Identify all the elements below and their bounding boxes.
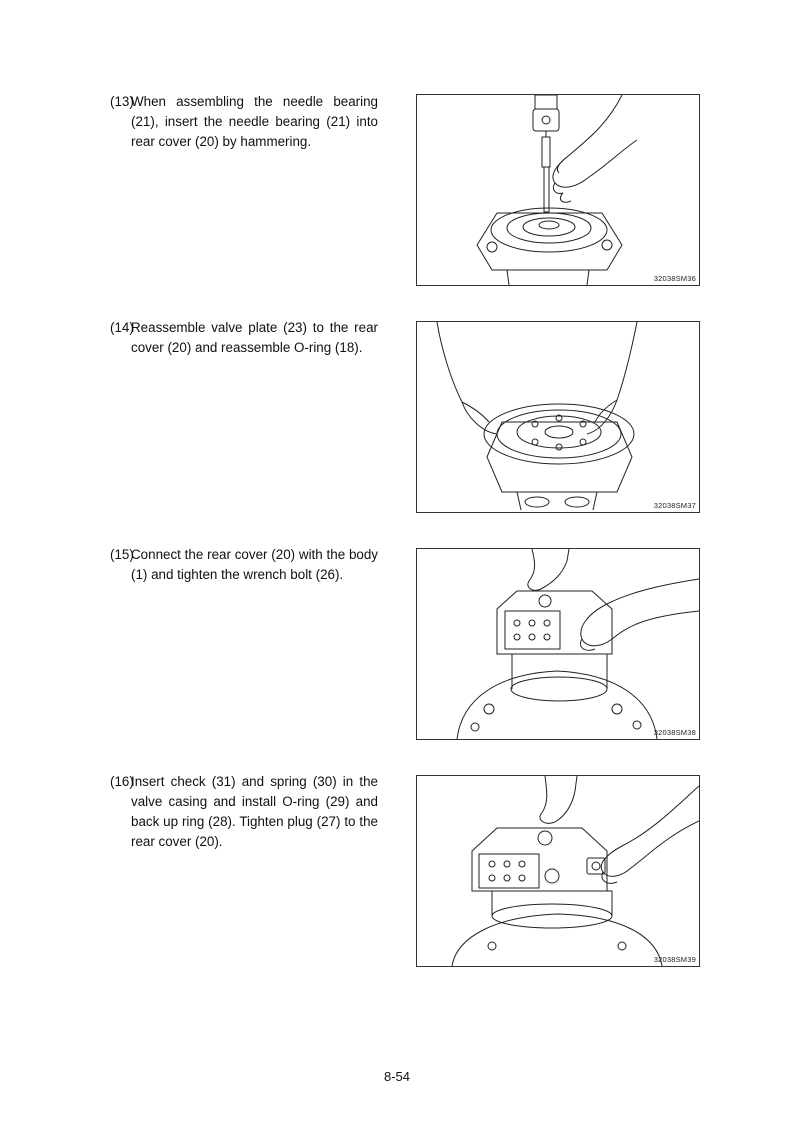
rear-cover-body-illustration xyxy=(417,549,699,739)
step-text: Insert check (31) and spring (30) in the valve casing and install O-ring (29) and back up ring (28). Tighten plug (27) to the rear cover (20). xyxy=(131,774,378,849)
step-number: (14) xyxy=(110,320,134,335)
step-13 xyxy=(110,92,378,152)
step-text: When assembling the needle bearing (21), insert the needle bearing (21) into rear cover (20) by hammering. xyxy=(131,94,378,149)
figure-needle-bearing xyxy=(416,94,700,286)
figure-code: 32038SM38 xyxy=(653,728,696,737)
step-15 xyxy=(110,545,378,585)
step-14 xyxy=(110,318,378,358)
figure-valve-plate xyxy=(416,321,700,513)
step-text: Connect the rear cover (20) with the body (1) and tighten the wrench bolt (26). xyxy=(131,547,378,582)
page-number: 8-54 xyxy=(383,1069,411,1084)
valve-plate-illustration xyxy=(417,322,699,512)
figure-code: 32038SM39 xyxy=(653,955,696,964)
figure-check-plug xyxy=(416,775,700,967)
step-16 xyxy=(110,772,378,852)
figure-rear-cover-body xyxy=(416,548,700,740)
needle-bearing-illustration xyxy=(417,95,699,285)
step-text: Reassemble valve plate (23) to the rear cover (20) and reassemble O-ring (18). xyxy=(131,320,378,355)
step-number: (16) xyxy=(110,774,134,789)
step-number: (15) xyxy=(110,547,134,562)
figure-code: 32038SM36 xyxy=(653,274,696,283)
figure-code: 32038SM37 xyxy=(653,501,696,510)
check-plug-illustration xyxy=(417,776,699,966)
step-number: (13) xyxy=(110,94,134,109)
